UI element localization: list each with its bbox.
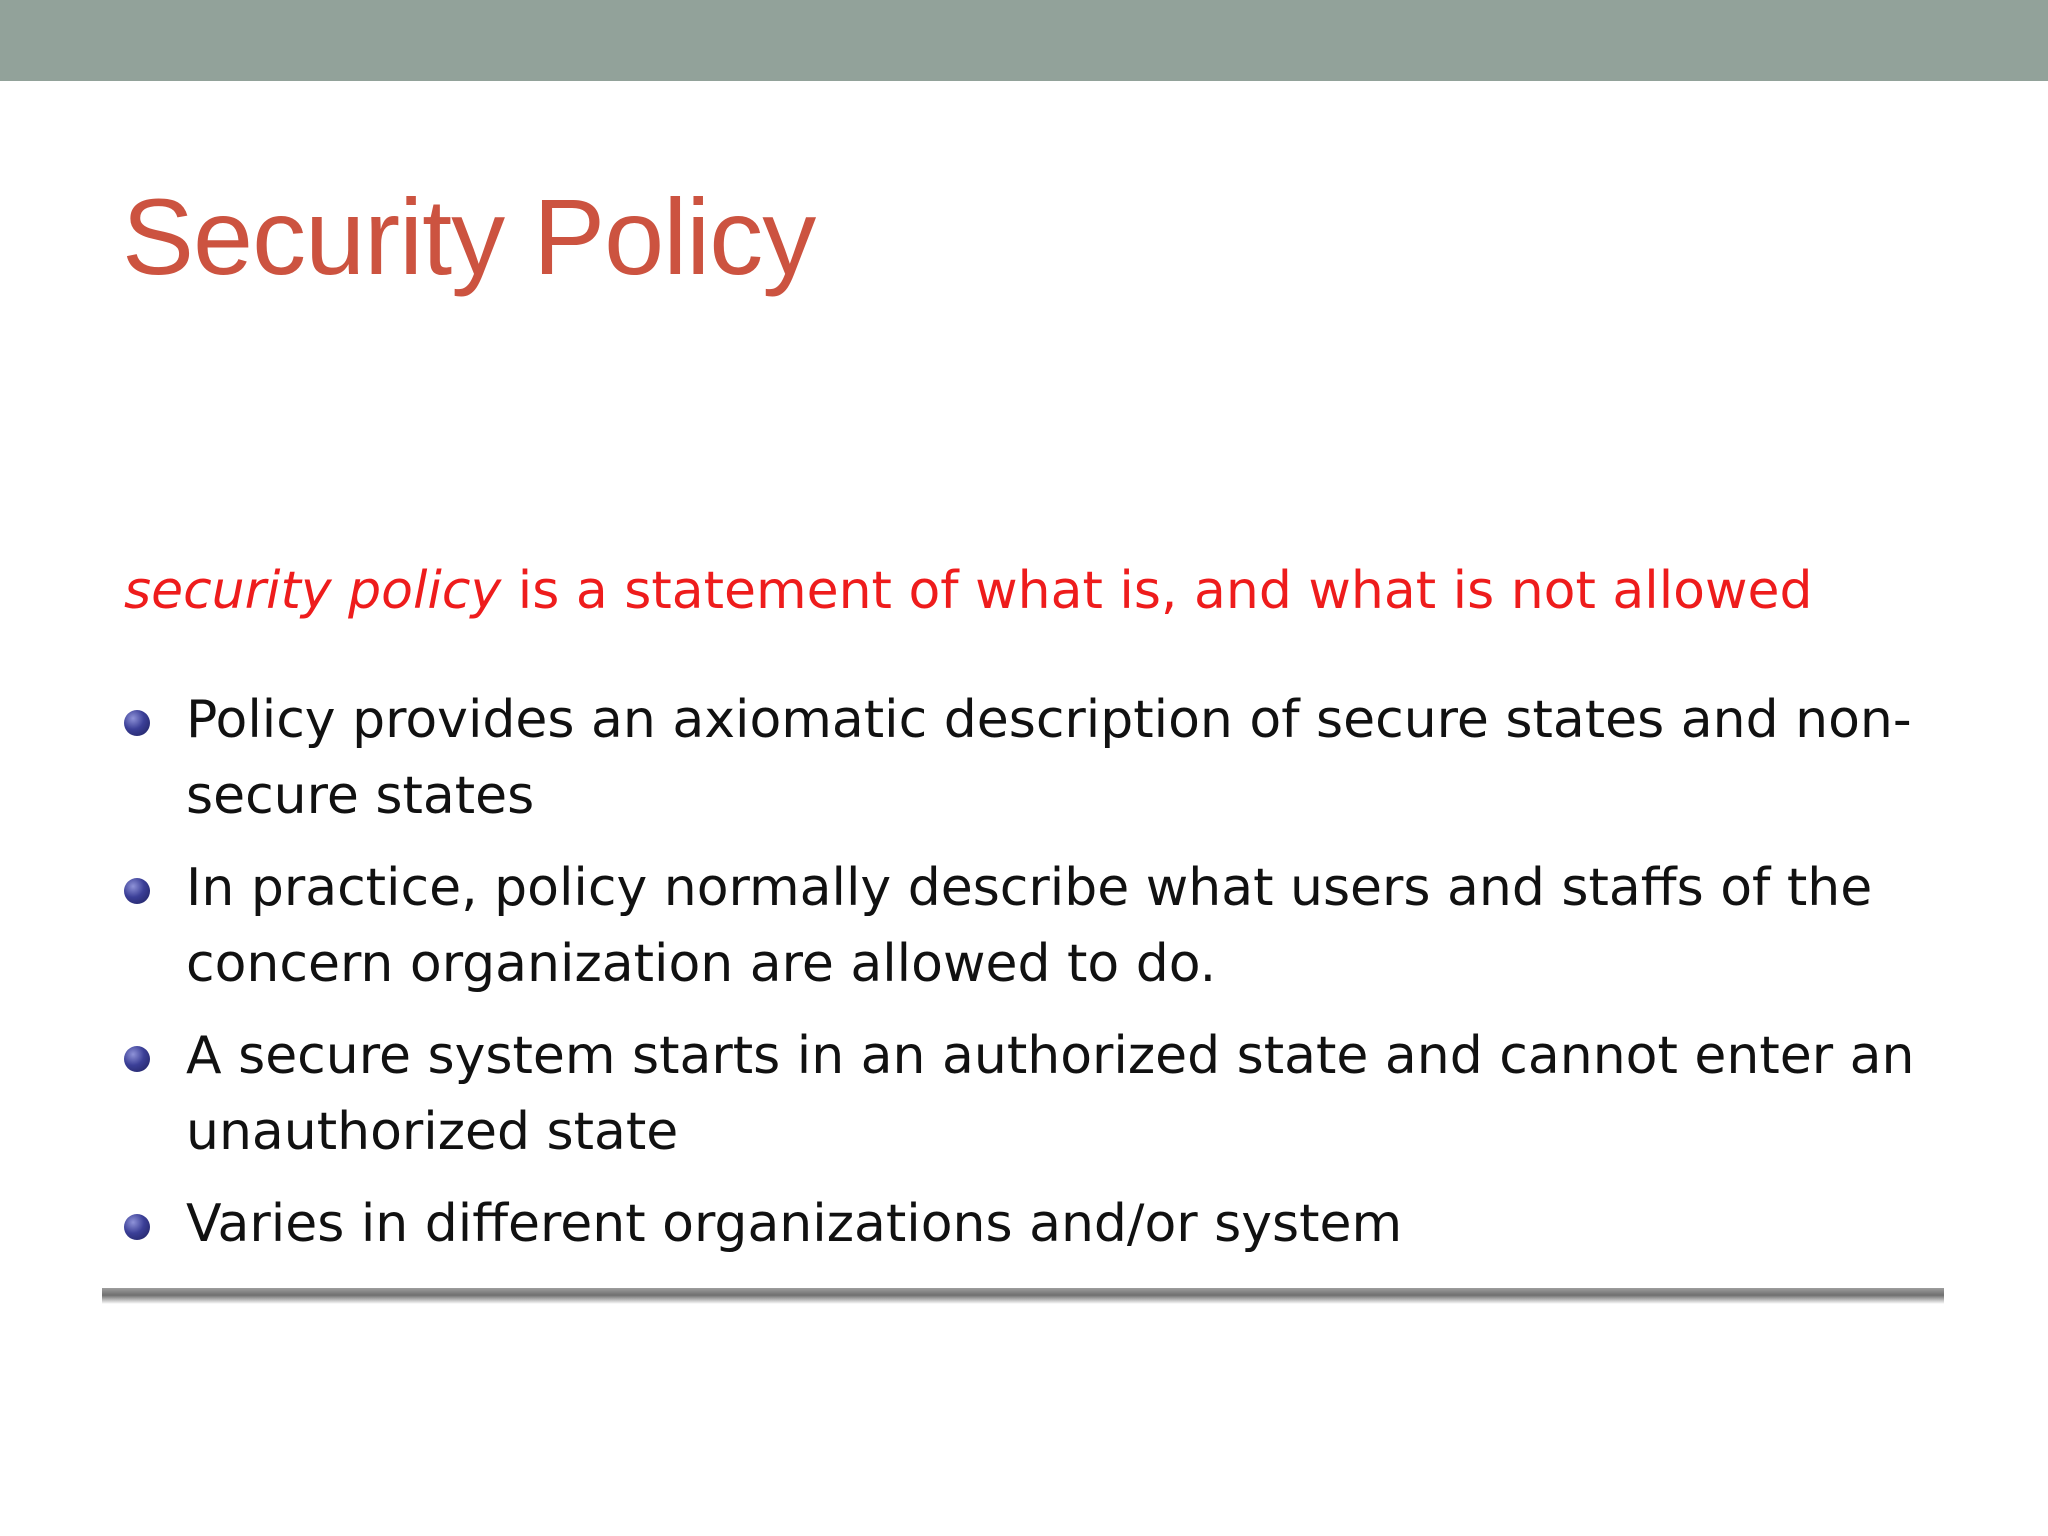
bullet-text: Policy provides an axiomatic description of secure states and non-secure states bbox=[186, 690, 1912, 826]
bullet-item bbox=[124, 682, 2004, 834]
bullet-item bbox=[124, 1018, 2004, 1170]
bullet-item bbox=[124, 1186, 2004, 1262]
bullet-item bbox=[124, 850, 2004, 1002]
bullet-dot-icon bbox=[124, 1046, 150, 1072]
bullet-text: A secure system starts in an authorized state and cannot enter an unauthorized state bbox=[186, 1026, 1915, 1162]
top-accent-bar bbox=[0, 0, 2048, 81]
bullet-dot-icon bbox=[124, 1214, 150, 1240]
definition-term: security policy bbox=[124, 561, 502, 621]
slide-title: Security Policy bbox=[122, 176, 816, 297]
bottom-divider bbox=[102, 1288, 1944, 1304]
bullet-text: In practice, policy normally describe what users and staffs of the concern organization are allowed to do. bbox=[186, 858, 1873, 994]
bullet-dot-icon bbox=[124, 878, 150, 904]
definition-line bbox=[124, 556, 1812, 626]
bullet-list bbox=[124, 682, 2004, 1278]
definition-text: is a statement of what is, and what is not allowed bbox=[501, 561, 1813, 621]
bullet-text: Varies in different organizations and/or system bbox=[186, 1194, 1403, 1254]
bullet-dot-icon bbox=[124, 710, 150, 736]
